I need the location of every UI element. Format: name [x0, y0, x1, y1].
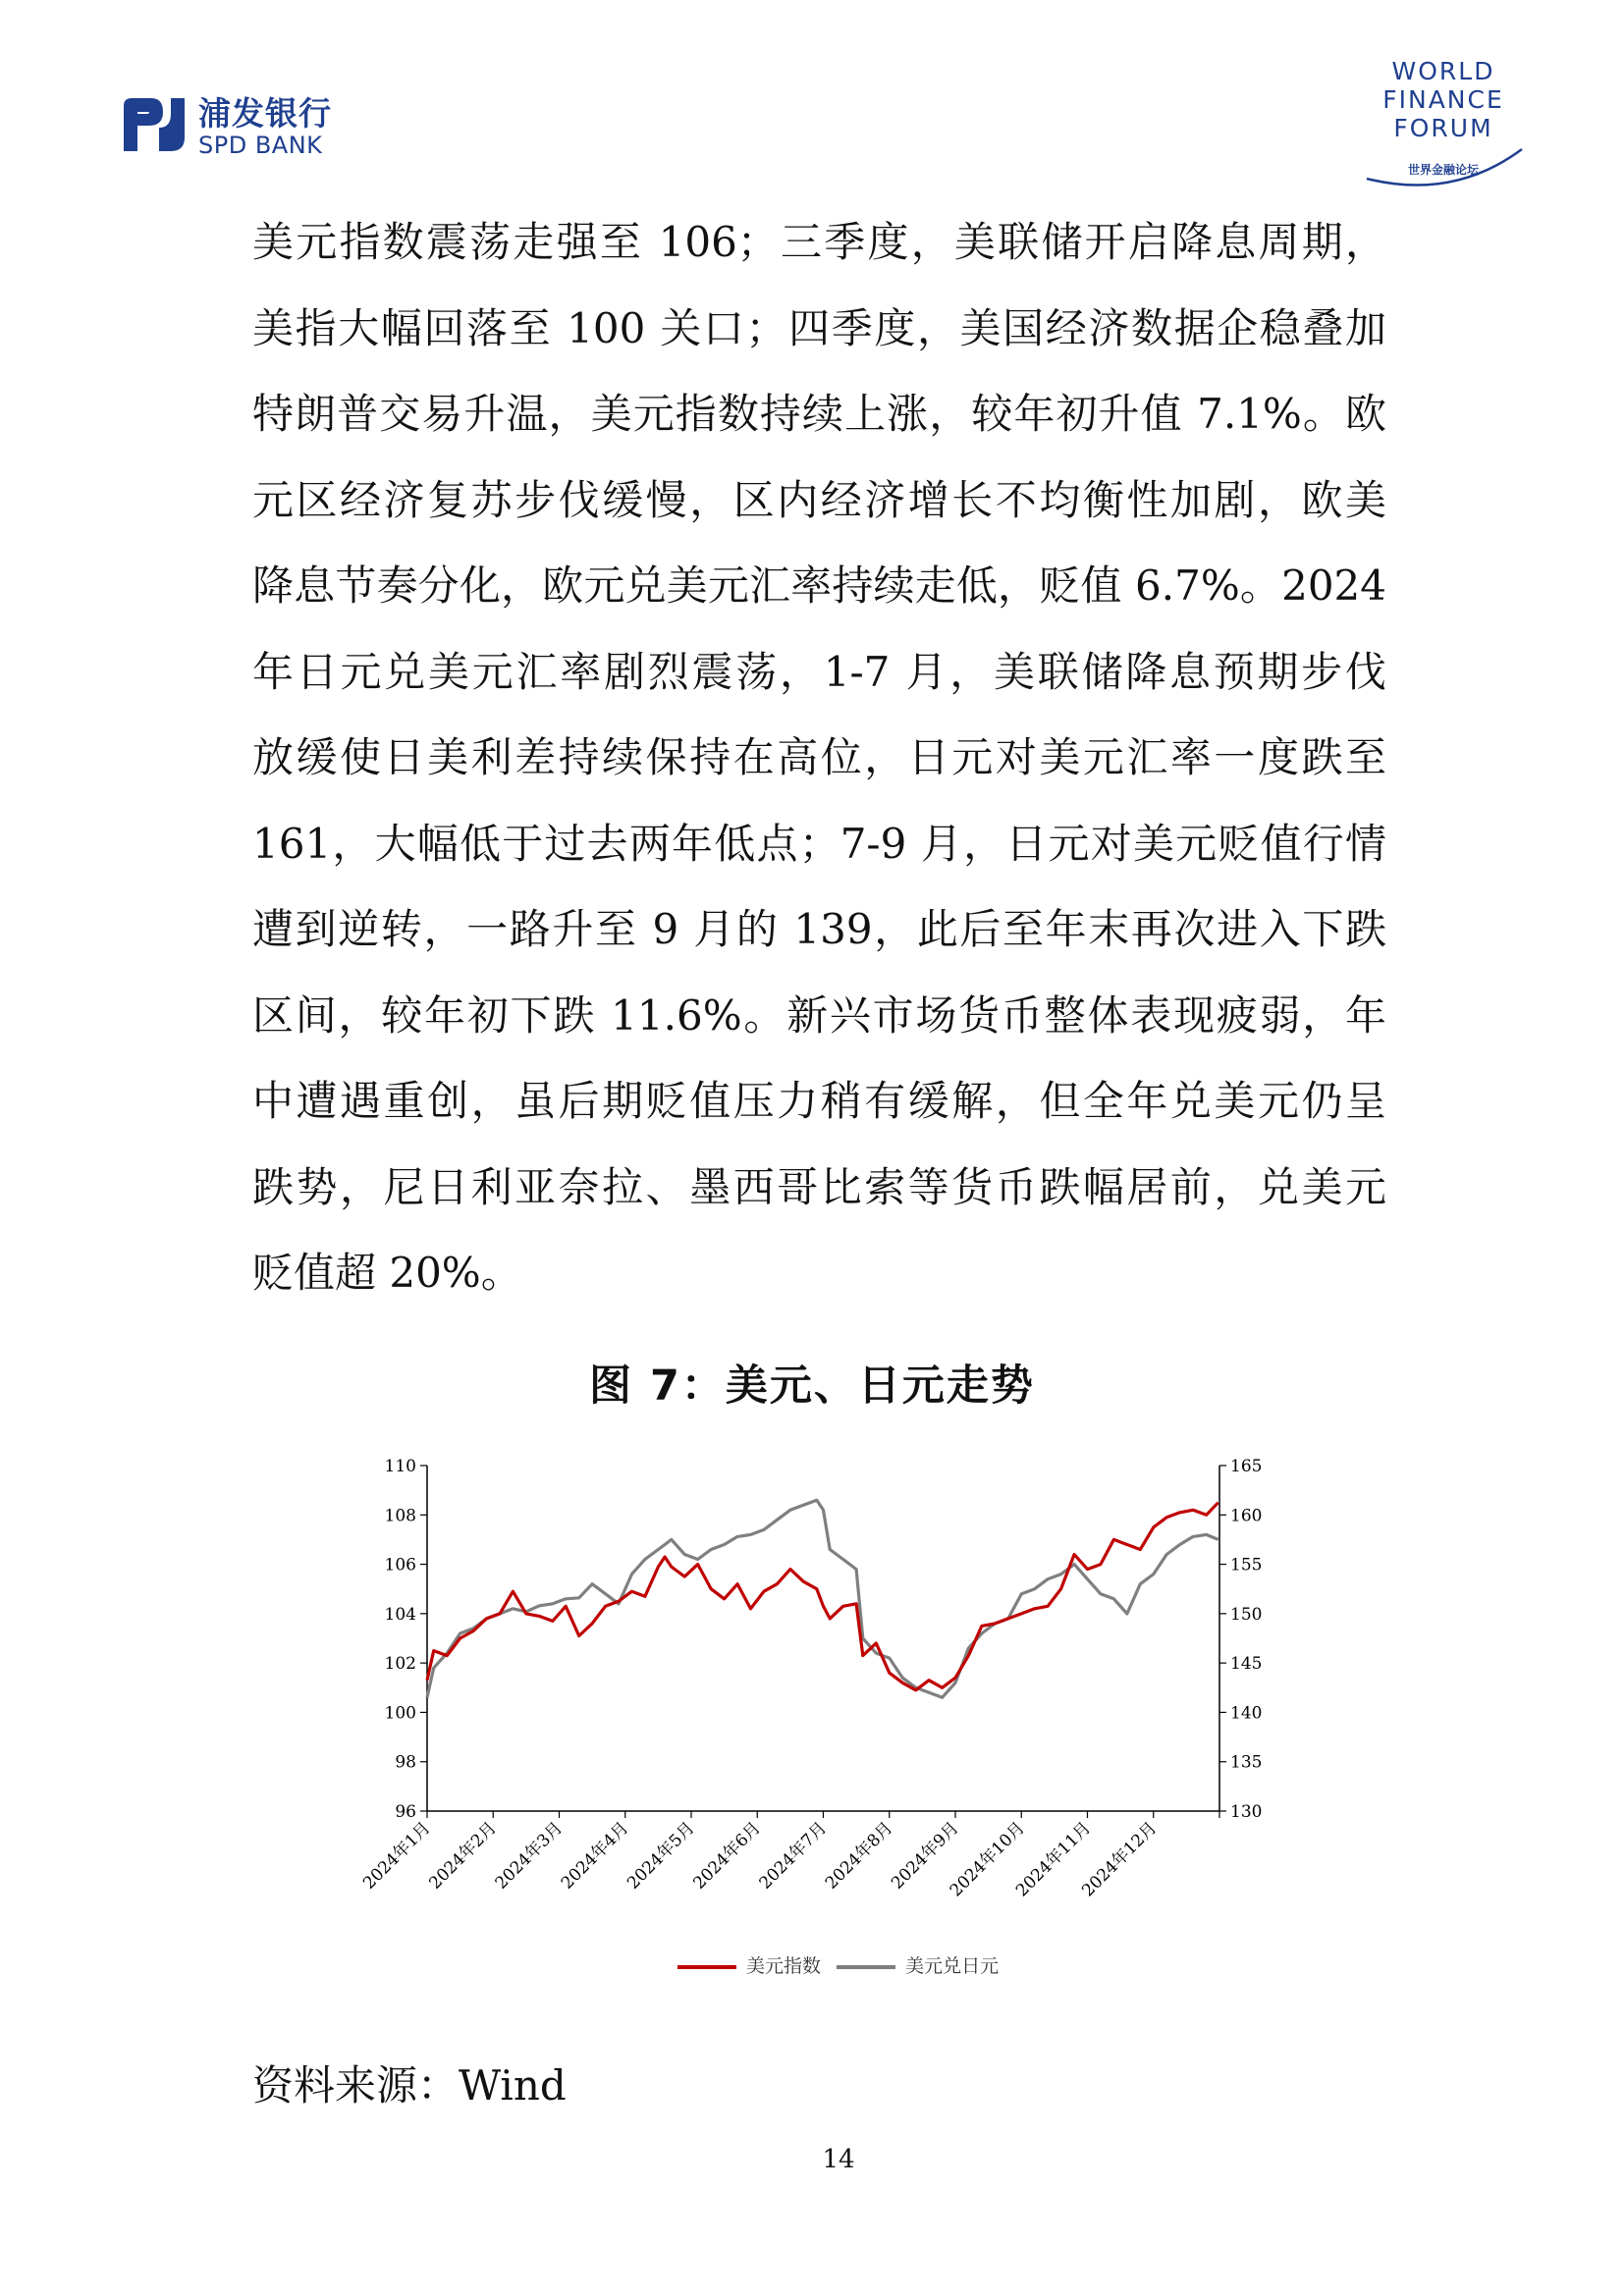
- x-tick-label: 2024年3月: [491, 1818, 568, 1894]
- series-line-usd-index: [427, 1503, 1218, 1690]
- x-tick-label: 2024年4月: [557, 1818, 633, 1894]
- y-left-tick-label: 104: [384, 1604, 416, 1625]
- y-left-tick-label: 96: [395, 1802, 416, 1822]
- y-right-tick-label: 135: [1230, 1752, 1263, 1773]
- text-line: 降息节奏分化，欧元兑美元汇率持续走低，贬值 6.7%。2024: [252, 561, 1386, 610]
- text-line: 贬值超 20%。: [252, 1249, 522, 1297]
- x-tick-label: 2024年6月: [689, 1818, 765, 1894]
- series-line-usd-jpy: [427, 1500, 1218, 1697]
- y-right-tick-label: 165: [1230, 1457, 1263, 1476]
- legend-label-usd: 美元指数: [746, 1955, 822, 1977]
- y-left-tick-label: 106: [384, 1555, 416, 1575]
- x-tick-label: 2024年9月: [888, 1818, 963, 1894]
- body-paragraph: [252, 214, 1386, 1331]
- y-left-tick-label: 98: [395, 1752, 416, 1773]
- x-tick-label: 2024年2月: [425, 1818, 501, 1894]
- legend-item-jpy: [837, 1951, 999, 1978]
- spd-name-en: SPD BANK: [198, 132, 323, 159]
- wff-logo: [1345, 57, 1542, 194]
- text-line: 遭到逆转，一路升至 9 月的 139，此后至年末再次进入下跌: [252, 905, 1386, 953]
- spd-name-cn: 浦发银行: [198, 94, 332, 133]
- y-right-tick-label: 155: [1230, 1555, 1263, 1575]
- text-line: 美元指数震荡走强至 106；三季度，美联储开启降息周期，: [252, 218, 1386, 266]
- legend-swatch-jpy: [837, 1965, 895, 1969]
- x-tick-label: 2024年7月: [755, 1818, 832, 1894]
- y-left-tick-label: 110: [384, 1457, 416, 1476]
- x-tick-label: 2024年11月: [1011, 1818, 1096, 1901]
- text-line: 中遭遇重创，虽后期贬值压力稍有缓解，但全年兑美元仍呈: [252, 1077, 1386, 1125]
- x-tick-label: 2024年12月: [1078, 1818, 1162, 1901]
- y-left-tick-label: 100: [384, 1703, 416, 1724]
- page-number: 14: [822, 2145, 855, 2174]
- x-tick-label: 2024年5月: [623, 1818, 699, 1894]
- y-right-tick-label: 140: [1230, 1703, 1263, 1724]
- x-tick-label: 2024年8月: [821, 1818, 897, 1894]
- wff-word-1: WORLD: [1391, 57, 1495, 85]
- text-line: 美指大幅回落至 100 关口；四季度，美国经济数据企稳叠加: [252, 303, 1386, 352]
- text-line: 161，大幅低于过去两年低点；7-9 月，日元对美元贬值行情: [252, 819, 1386, 868]
- y-right-tick-label: 160: [1230, 1506, 1263, 1526]
- wff-name-cn: 世界金融论坛: [1407, 163, 1479, 177]
- chart-legend: [677, 1951, 1008, 1978]
- legend-label-jpy: 美元兑日元: [905, 1955, 1000, 1977]
- wff-word-3: FORUM: [1393, 114, 1493, 142]
- figure-title: 图 7：美元、日元走势: [589, 1362, 1035, 1411]
- y-left-tick-label: 102: [384, 1654, 416, 1675]
- y-left-tick-label: 108: [384, 1506, 416, 1526]
- text-line: 放缓使日美利差持续保持在高位，日元对美元汇率一度跌至: [252, 733, 1386, 781]
- usd-jpy-line-chart: [353, 1443, 1316, 1993]
- y-right-tick-label: 145: [1230, 1654, 1263, 1675]
- text-line: 特朗普交易升温，美元指数持续上涨，较年初升值 7.1%。欧: [252, 390, 1386, 438]
- figure-source: 资料来源：Wind: [252, 2061, 567, 2109]
- text-line: 年日元兑美元汇率剧烈震荡，1-7 月，美联储降息预期步伐: [252, 647, 1386, 696]
- y-right-tick-label: 130: [1230, 1802, 1263, 1822]
- x-tick-label: 2024年10月: [946, 1818, 1029, 1901]
- legend-item-usd: [677, 1951, 821, 1978]
- text-line: 元区经济复苏步伐缓慢，区内经济增长不均衡性加剧，欧美: [252, 475, 1386, 524]
- legend-swatch-usd: [677, 1965, 736, 1969]
- text-line: 跌势，尼日利亚奈拉、墨西哥比索等货币跌幅居前，兑美元: [252, 1162, 1386, 1211]
- y-right-tick-label: 150: [1230, 1604, 1263, 1625]
- text-line: 区间，较年初下跌 11.6%。新兴市场货币整体表现疲弱，年: [252, 990, 1386, 1040]
- spd-logo-icon: [118, 92, 189, 155]
- x-tick-label: 2024年1月: [359, 1818, 435, 1894]
- spd-bank-logo: [118, 88, 373, 167]
- wff-word-2: FINANCE: [1382, 85, 1504, 114]
